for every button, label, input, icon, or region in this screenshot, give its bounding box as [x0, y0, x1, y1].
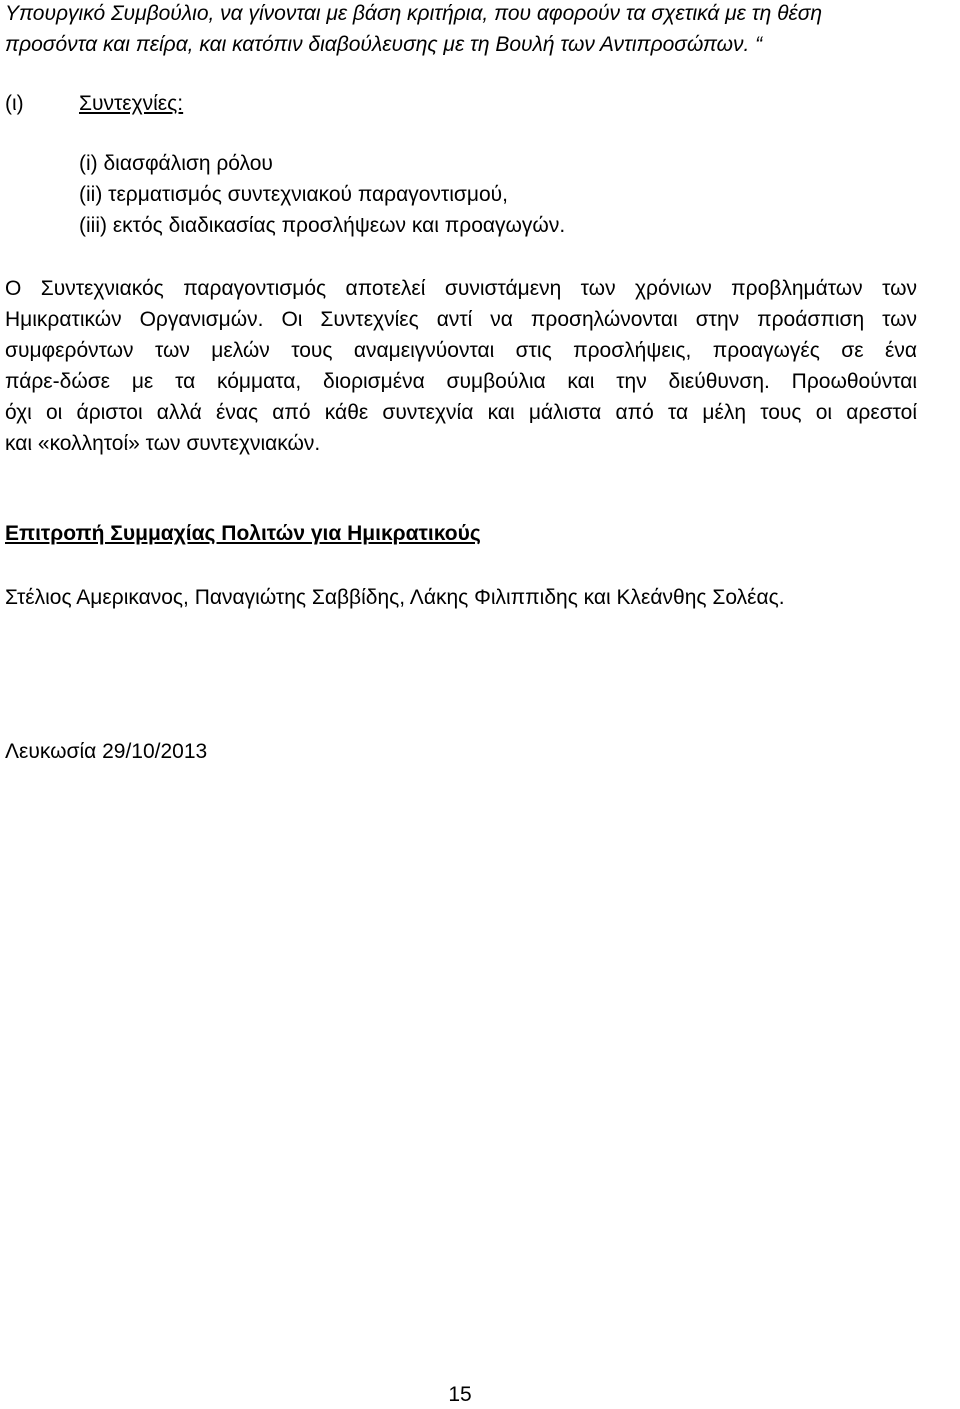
- intro-line-1: Υπουργικό Συμβούλιο, να γίνονται με βάση κριτήρια, που αφορούν τα σχετικά με τη θέση: [5, 2, 823, 25]
- section-heading: Συντεχνίες:: [79, 92, 184, 115]
- paragraph-line-4: πάρε-δώσε με τα κόμματα, διορισμένα συμβούλια και την διεύθυνση. Προωθούνται: [5, 370, 917, 393]
- list-item-2: (ii) τερματισμός συντεχνιακού παραγοντισμού,: [79, 183, 508, 206]
- committee-members: Στέλιος Αμερικανος, Παναγιώτης Σαββίδης, Λάκης Φιλιππιδης και Κλεάνθης Σολέας.: [5, 586, 785, 609]
- intro-line-2: προσόντα και πείρα, και κατόπιν διαβούλευσης με τη Βουλή των Αντιπροσώπων. “: [5, 33, 763, 56]
- page-number: 15: [448, 1383, 472, 1406]
- paragraph-line-5: όχι οι άριστοι αλλά ένας από κάθε συντεχνία και μάλιστα από τα μέλη τους οι αρεστοί: [5, 401, 917, 424]
- list-item-3: (iii) εκτός διαδικασίας προσλήψεων και προαγωγών.: [79, 214, 566, 237]
- paragraph-line-2: Ημικρατικών Οργανισμών. Οι Συντεχνίες αντί να προσηλώνονται στην προάσπιση των: [5, 308, 917, 331]
- committee-title: Επιτροπή Συμμαχίας Πολιτών για Ημικρατικούς: [5, 522, 481, 545]
- section-marker: (ι): [5, 92, 24, 115]
- place-date: Λευκωσία 29/10/2013: [5, 740, 208, 763]
- paragraph-line-3: συμφερόντων των μελών τους αναμειγνύονται στις προσλήψεις, προαγωγές σε ένα: [5, 339, 917, 362]
- paragraph-line-6: και «κολλητοί» των συντεχνιακών.: [5, 432, 321, 455]
- list-item-1: (i) διασφάλιση ρόλου: [79, 152, 273, 175]
- paragraph-line-1: Ο Συντεχνιακός παραγοντισμός αποτελεί συνιστάμενη των χρόνιων προβλημάτων των: [5, 277, 917, 300]
